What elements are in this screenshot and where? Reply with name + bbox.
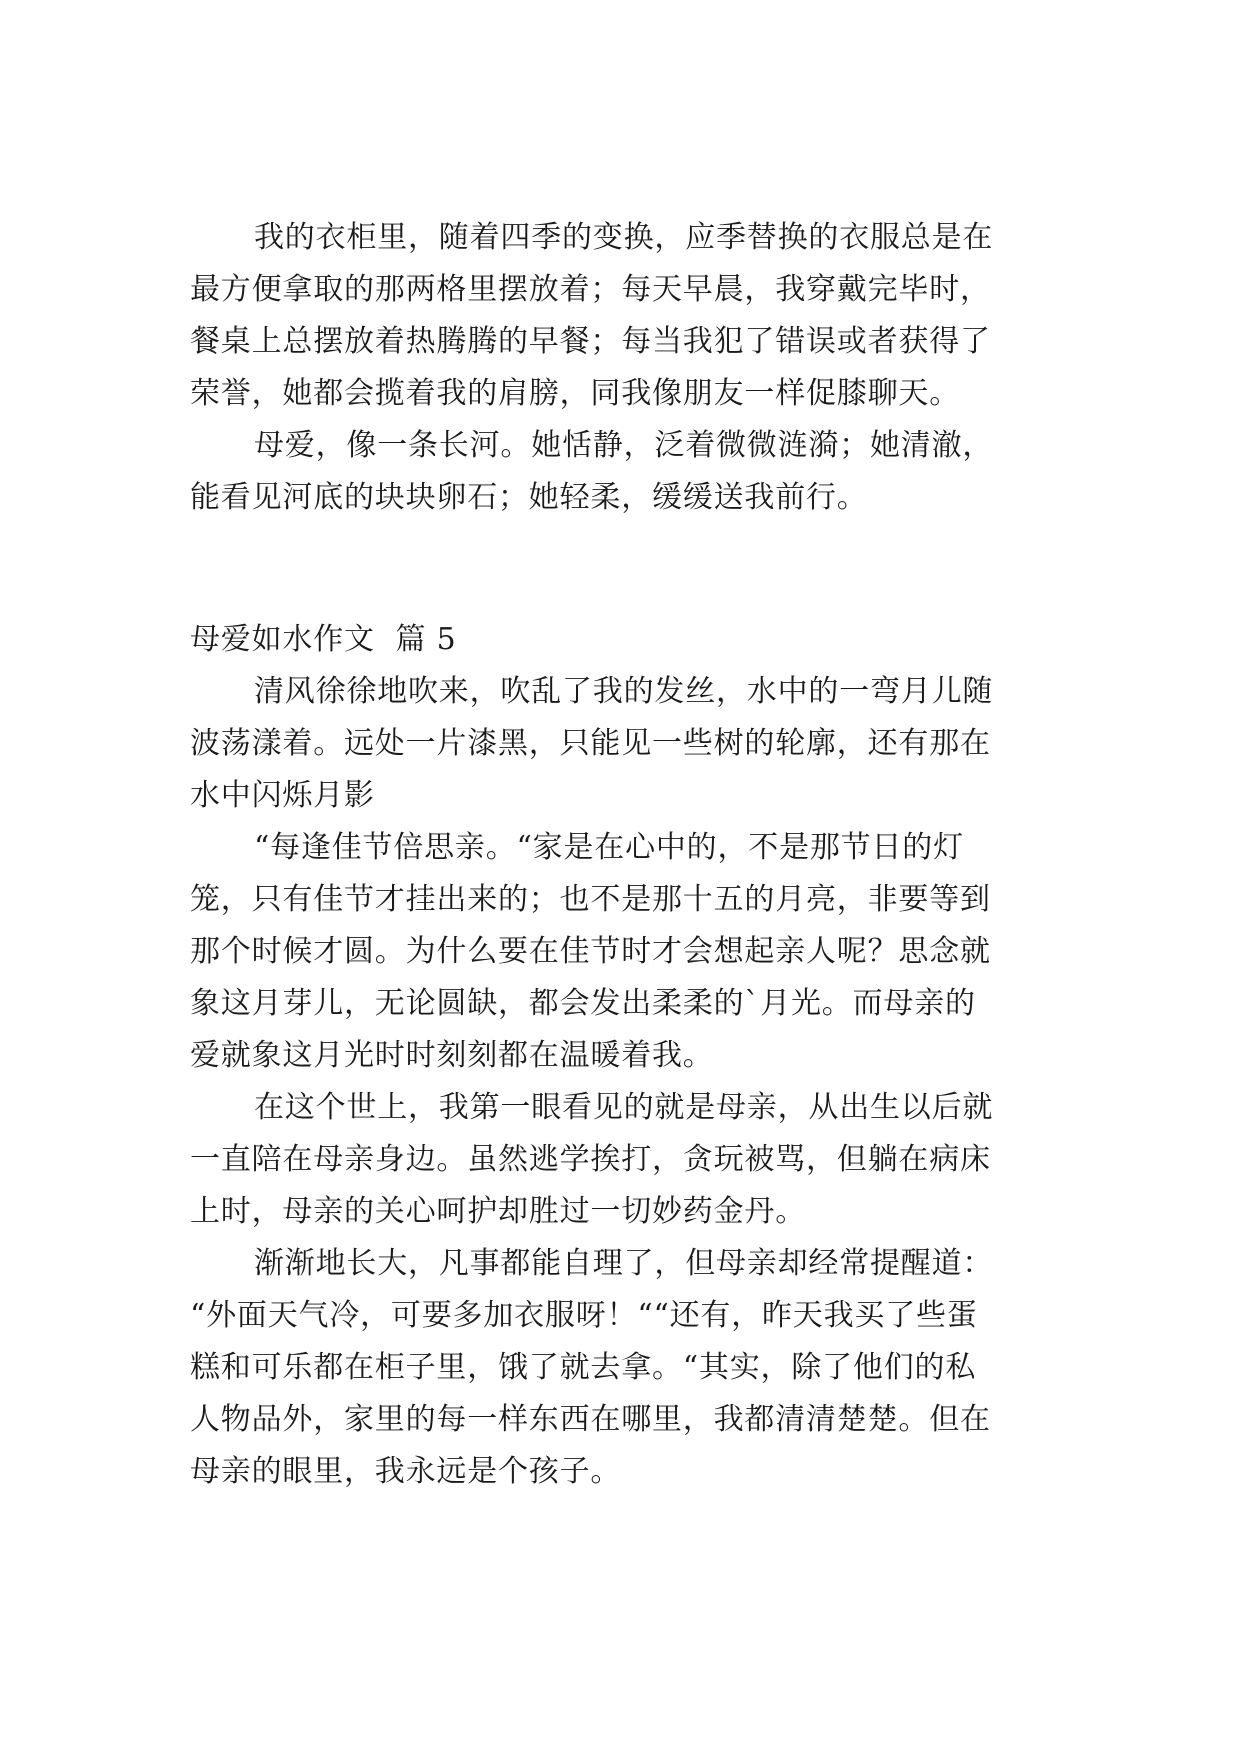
paragraph-continuation: 荣誉，她都会揽着我的肩膀，同我像朋友一样促膝聊天。: [190, 376, 960, 411]
paragraph-continuation: 波荡漾着。远处一片漆黑，只能见一些树的轮廓，还有那在: [190, 726, 991, 761]
text-line: [0, 1085, 1241, 1177]
paragraph-continuation: 母亲的眼里，我永远是个孩子。: [190, 1454, 622, 1489]
paragraph-continuation: 人物品外，家里的每一样东西在哪里，我都清清楚楚。但在: [190, 1402, 991, 1437]
text-line: [0, 617, 1241, 709]
text-line: [0, 1137, 1241, 1229]
section-heading: [0, 565, 1241, 657]
paragraph-continuation: “外面天气冷，可要多加衣服呀！““还有，昨天我买了些蛋: [190, 1298, 978, 1333]
paragraph-start: “每逢佳节倍思亲。“家是在心中的，不是那节日的灯: [254, 830, 964, 865]
text-line: [0, 1293, 1241, 1385]
text-line: [0, 1189, 1241, 1281]
paragraph-start: 我的衣柜里，随着四季的变换，应季替换的衣服总是在: [254, 220, 994, 255]
paragraph-continuation: 爱就象这月光时时刻刻都在温暖着我。: [190, 1038, 714, 1073]
paragraph-continuation: 那个时候才圆。为什么要在佳节时才会想起亲人呢？思念就: [190, 934, 991, 969]
paragraph-continuation: 餐桌上总摆放着热腾腾的早餐；每当我犯了错误或者获得了: [190, 324, 991, 359]
text-line: [0, 1397, 1241, 1489]
text-line: [0, 371, 1241, 463]
text-line: [0, 267, 1241, 359]
text-line: [0, 319, 1241, 411]
text-line: [0, 929, 1241, 1021]
paragraph-continuation: 象这月芽儿，无论圆缺，都会发出柔柔的`月光。而母亲的: [190, 986, 976, 1021]
paragraph-continuation: 上时，母亲的关心呵护却胜过一切妙药金丹。: [190, 1194, 806, 1229]
text-line: [0, 773, 1241, 865]
text-line: [0, 877, 1241, 969]
text-line: [0, 423, 1241, 515]
text-line: [0, 981, 1241, 1073]
paragraph-continuation: 一直陪在母亲身边。虽然逃学挨打，贪玩被骂，但躺在病床: [190, 1142, 991, 1177]
text-line: [0, 669, 1241, 761]
paragraph-continuation: 能看见河底的块块卵石；她轻柔，缓缓送我前行。: [190, 480, 868, 515]
paragraph-continuation: 糕和可乐都在柜子里，饿了就去拿。“其实，除了他们的私: [190, 1350, 977, 1385]
paragraph-start: 清风徐徐地吹来，吹乱了我的发丝，水中的一弯月儿随: [254, 674, 994, 709]
paragraph-start: 渐渐地长大，凡事都能自理了，但母亲却经常提醒道：: [254, 1246, 994, 1281]
section-title: 母爱如水作文 篇 5: [190, 622, 457, 657]
text-line: [0, 215, 1241, 307]
paragraph-continuation: 水中闪烁月影: [190, 778, 375, 813]
paragraph-start: 在这个世上，我第一眼看见的就是母亲，从出生以后就: [254, 1090, 994, 1125]
text-line: [0, 721, 1241, 813]
text-line: [0, 1345, 1241, 1437]
text-line: [0, 1241, 1241, 1333]
text-line: [0, 825, 1241, 917]
text-line: [0, 1033, 1241, 1125]
text-line: [0, 163, 1241, 255]
paragraph-continuation: 最方便拿取的那两格里摆放着；每天早晨，我穿戴完毕时，: [190, 272, 991, 307]
paragraph-continuation: 笼，只有佳节才挂出来的；也不是那十五的月亮，非要等到: [190, 882, 991, 917]
paragraph-start: 母爱，像一条长河。她恬静，泛着微微涟漪；她清澈，: [254, 428, 994, 463]
